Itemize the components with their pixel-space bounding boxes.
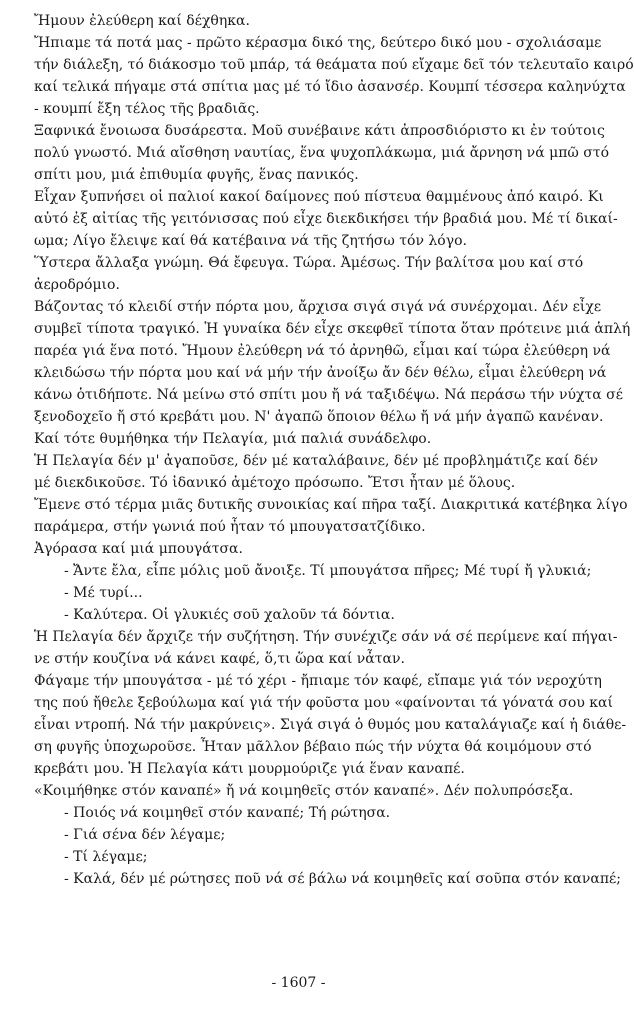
text-line: Ὕστερα ἄλλαξα γνώμη. Θά ἔφευγα. Τώρα. Ἀμέσως. Τήν βαλίτσα μου καί στό: [34, 255, 584, 271]
text-line: Ἡ Πελαγία δέν ἄρχιζε τήν συζήτηση. Τήν συνέχιζε σάν νά σέ περίμενε καί πήγαι-: [34, 629, 618, 645]
text-line: παράμερα, στήν γωνιά πού ἦταν τό μπουγατσατζίδικο.: [34, 519, 426, 535]
text-line: ἀεροδρόμιο.: [34, 277, 120, 293]
text-line: κλειδώσω τήν πόρτα μου καί νά μήν τήν ἀνοίξω ἄν δέν θέλω, εἶμαι ἐλεύθερη νά: [34, 365, 607, 381]
text-line: κρεβάτι μου. Ἡ Πελαγία κάτι μουρμούριζε γιά ἕναν καναπέ.: [34, 761, 465, 777]
text-line: Ξαφνικά ἔνοιωσα δυσάρεστα. Μοῦ συνέβαινε κάτι ἀπροσδιόριστο κι ἐν τούτοις: [34, 123, 605, 139]
text-line: της πού ἤθελε ξεβούλωμα καί γιά τήν φοῦστα μου «φαίνονται τά γόνατά σου καί: [34, 695, 613, 711]
text-line: εἶναι ντροπή. Νά τήν μακρύνεις». Σιγά σιγά ὁ θυμός μου καταλάγιαζε καί ἡ διάθε-: [34, 717, 627, 733]
text-line: καί τελικά πήγαμε στά σπίτια μας μέ τό ἴδιο ἀσανσέρ. Κουμπί τέσσερα καληνύχτα: [34, 79, 626, 95]
text-line: σπίτι μου, μιά ἐπιθυμία φυγῆς, ἕνας πανικός.: [34, 167, 359, 183]
text-line: Ἀγόρασα καί μιά μπουγάτσα.: [34, 541, 243, 557]
text-line: «Κοιμήθηκε στόν καναπέ» ἤ νά κοιμηθεῖς στόν καναπέ». Δέν πολυπρόσεξα.: [34, 783, 574, 799]
text-line: Βάζοντας τό κλειδί στήν πόρτα μου, ἄρχισα σιγά σιγά νά συνέρχομαι. Δέν εἶχε: [34, 299, 602, 315]
text-line: νε στήν κουζίνα νά κάνει καφέ, ὅ,τι ὥρα καί νἆταν.: [34, 651, 405, 667]
dialogue-line: - Καλά, δέν μέ ρώτησες ποῦ νά σέ βάλω νά κοιμηθεῖς καί σοῦπα στόν καναπέ;: [64, 871, 622, 887]
text-line: Εἶχαν ξυπνήσει οἱ παλιοί κακοί δαίμονες πού πίστευα θαμμένους ἀπό καιρό. Κι: [34, 189, 604, 205]
dialogue-line: - Γιά σένα δέν λέγαμε;: [64, 827, 226, 843]
text-line: τήν διάλεξη, τό διάκοσμο τοῦ μπάρ, τά θεάματα πού εἴχαμε δεῖ τόν τελευταῖο καιρό: [34, 57, 634, 73]
dialogue-line: - Ποιός νά κοιμηθεῖ στόν καναπέ; Τή ρώτησα.: [64, 805, 391, 821]
text-line: πολύ γνωστό. Μιά αἴσθηση ναυτίας, ἕνα ψυχοπλάκωμα, μιά ἄρνηση νά μπῶ στό: [34, 145, 609, 161]
text-line: ξενοδοχεῖο ἤ στό κρεβάτι μου. Ν' ἀγαπῶ ὅποιον θέλω ἤ νά μήν ἀγαπῶ κανέναν.: [34, 409, 604, 425]
text-line: κάνω ὁτιδήποτε. Νά μείνω στό σπίτι μου ἤ νά ταξιδέψω. Νά περάσω τήν νύχτα σέ: [34, 387, 623, 403]
text-line: ση φυγῆς ὑποχωροῦσε. Ἦταν μᾶλλον βέβαιο πώς τήν νύχτα θά κοιμόμουν στό: [34, 739, 592, 755]
text-line: Φάγαμε τήν μπουγάτσα - μέ τό χέρι - ἤπιαμε τόν καφέ, εἴπαμε γιά τόν νεροχύτη: [34, 673, 602, 689]
text-line: Ἤπιαμε τά ποτά μας - πρῶτο κέρασμα δικό της, δεύτερο δικό μου - σχολιάσαμε: [34, 35, 602, 51]
text-line: - κουμπί ἔξη τέλος τῆς βραδιᾶς.: [34, 101, 260, 117]
dialogue-line: - Τί λέγαμε;: [64, 849, 148, 865]
page-number: - 1607 -: [271, 975, 326, 991]
dialogue-line: - Μέ τυρί...: [64, 585, 143, 601]
text-line: Καί τότε θυμήθηκα τήν Πελαγία, μιά παλιά συνάδελφο.: [34, 431, 432, 447]
dialogue-line: - Καλύτερα. Οἱ γλυκιές σοῦ χαλοῦν τά δόντια.: [64, 607, 395, 623]
text-line: συμβεῖ τίποτα τραγικό. Ἡ γυναίκα δέν εἶχε σκεφθεῖ τίποτα ὅταν πρότεινε μιά ἁπλή: [34, 321, 631, 337]
text-line: αὐτό ἐξ αἰτίας τῆς γειτόνισσας πού εἶχε διεκδικήσει τήν βραδιά μου. Μέ τί δικαί-: [34, 211, 618, 227]
text-line: Ἤμουν ἐλεύθερη καί δέχθηκα.: [34, 13, 250, 29]
dialogue-line: - Ἄντε ἔλα, εἶπε μόλις μοῦ ἄνοιξε. Τί μπουγάτσα πῆρες; Μέ τυρί ἤ γλυκιά;: [64, 563, 592, 579]
text-line: παρέα γιά ἕνα ποτό. Ἤμουν ἐλεύθερη νά τό ἀρνηθῶ, εἶμαι καί τώρα ἐλεύθερη νά: [34, 343, 611, 359]
text-line: ωμα; Λίγο ἔλειψε καί θά κατέβαινα νά τῆς ζητήσω τόν λόγο.: [34, 233, 467, 249]
text-line: μέ διεκδικοῦσε. Τό ἰδανικό ἀμέτοχο πρόσωπο. Ἔτσι ἦταν μέ ὅλους.: [34, 475, 516, 491]
text-line: Ἡ Πελαγία δέν μ' ἀγαποῦσε, δέν μέ καταλάβαινε, δέν μέ προβλημάτιζε καί δέν: [34, 453, 599, 469]
text-line: Ἔμενε στό τέρμα μιᾶς δυτικῆς συνοικίας καί πῆρα ταξί. Διακριτικά κατέβηκα λίγο: [34, 497, 628, 513]
page-body: [34, 10, 634, 890]
